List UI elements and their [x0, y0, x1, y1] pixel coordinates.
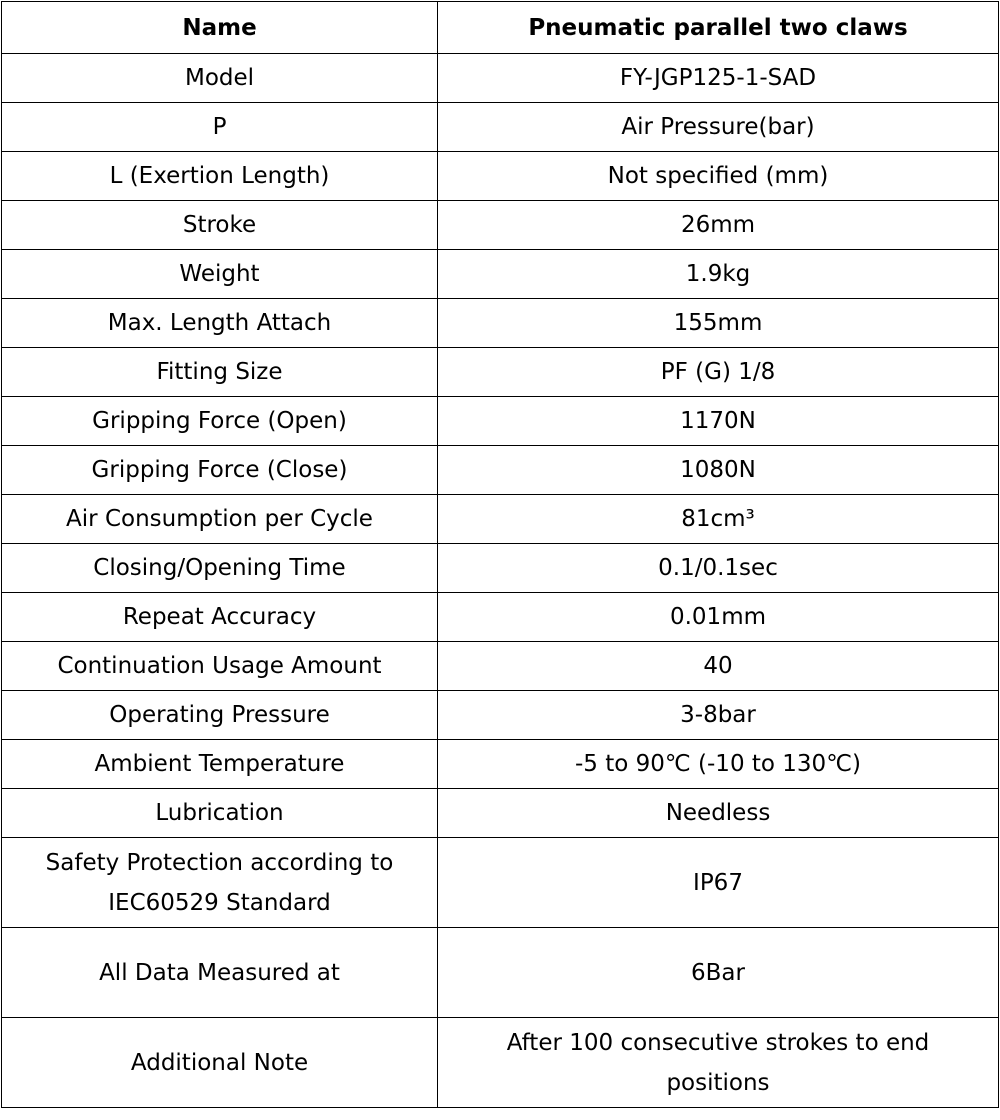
row-label: Additional Note: [2, 1018, 438, 1108]
table-row: [2, 1018, 999, 1108]
row-value: Air Pressure(bar): [438, 103, 999, 152]
table-row: [2, 928, 999, 1018]
row-label: Continuation Usage Amount: [2, 642, 438, 691]
row-label: Operating Pressure: [2, 691, 438, 740]
row-value: FY-JGP125-1-SAD: [438, 54, 999, 103]
row-label: Weight: [2, 250, 438, 299]
row-value: 155mm: [438, 299, 999, 348]
row-label: Ambient Temperature: [2, 740, 438, 789]
table-header-row: [2, 2, 999, 54]
table-row: [2, 495, 999, 544]
row-label: Lubrication: [2, 789, 438, 838]
table-row: [2, 446, 999, 495]
row-value: PF (G) 1/8: [438, 348, 999, 397]
row-value: IP67: [438, 838, 999, 928]
row-value: 6Bar: [438, 928, 999, 1018]
table-row: [2, 544, 999, 593]
table-row: [2, 789, 999, 838]
row-label: Closing/Opening Time: [2, 544, 438, 593]
row-value: Needless: [438, 789, 999, 838]
row-label: P: [2, 103, 438, 152]
row-value: 3-8bar: [438, 691, 999, 740]
row-value: -5 to 90℃ (-10 to 130℃): [438, 740, 999, 789]
row-label: Stroke: [2, 201, 438, 250]
table-row: [2, 152, 999, 201]
row-label: Gripping Force (Open): [2, 397, 438, 446]
row-label: All Data Measured at: [2, 928, 438, 1018]
table-row: [2, 397, 999, 446]
row-label: L (Exertion Length): [2, 152, 438, 201]
row-value: 26mm: [438, 201, 999, 250]
row-value: 81cm³: [438, 495, 999, 544]
table-row: [2, 299, 999, 348]
row-label: Model: [2, 54, 438, 103]
table-row: [2, 250, 999, 299]
row-label: Safety Protection according to IEC60529 Standard: [2, 838, 438, 928]
header-value-cell: Pneumatic parallel two claws: [438, 2, 999, 54]
table-row: [2, 838, 999, 928]
row-label: Max. Length Attach: [2, 299, 438, 348]
row-value: Not specified (mm): [438, 152, 999, 201]
row-value: After 100 consecutive strokes to end positions: [438, 1018, 999, 1108]
row-label: Repeat Accuracy: [2, 593, 438, 642]
row-value: 1170N: [438, 397, 999, 446]
table-row: [2, 593, 999, 642]
row-label: Air Consumption per Cycle: [2, 495, 438, 544]
row-value: 0.01mm: [438, 593, 999, 642]
table-row: [2, 691, 999, 740]
spec-table: [1, 1, 999, 1108]
table-row: [2, 201, 999, 250]
header-name-cell: Name: [2, 2, 438, 54]
table-row: [2, 740, 999, 789]
row-value: 1.9kg: [438, 250, 999, 299]
table-row: [2, 103, 999, 152]
row-label: Gripping Force (Close): [2, 446, 438, 495]
table-row: [2, 348, 999, 397]
row-value: 0.1/0.1sec: [438, 544, 999, 593]
table-row: [2, 54, 999, 103]
row-label: Fitting Size: [2, 348, 438, 397]
row-value: 1080N: [438, 446, 999, 495]
row-value: 40: [438, 642, 999, 691]
table-row: [2, 642, 999, 691]
